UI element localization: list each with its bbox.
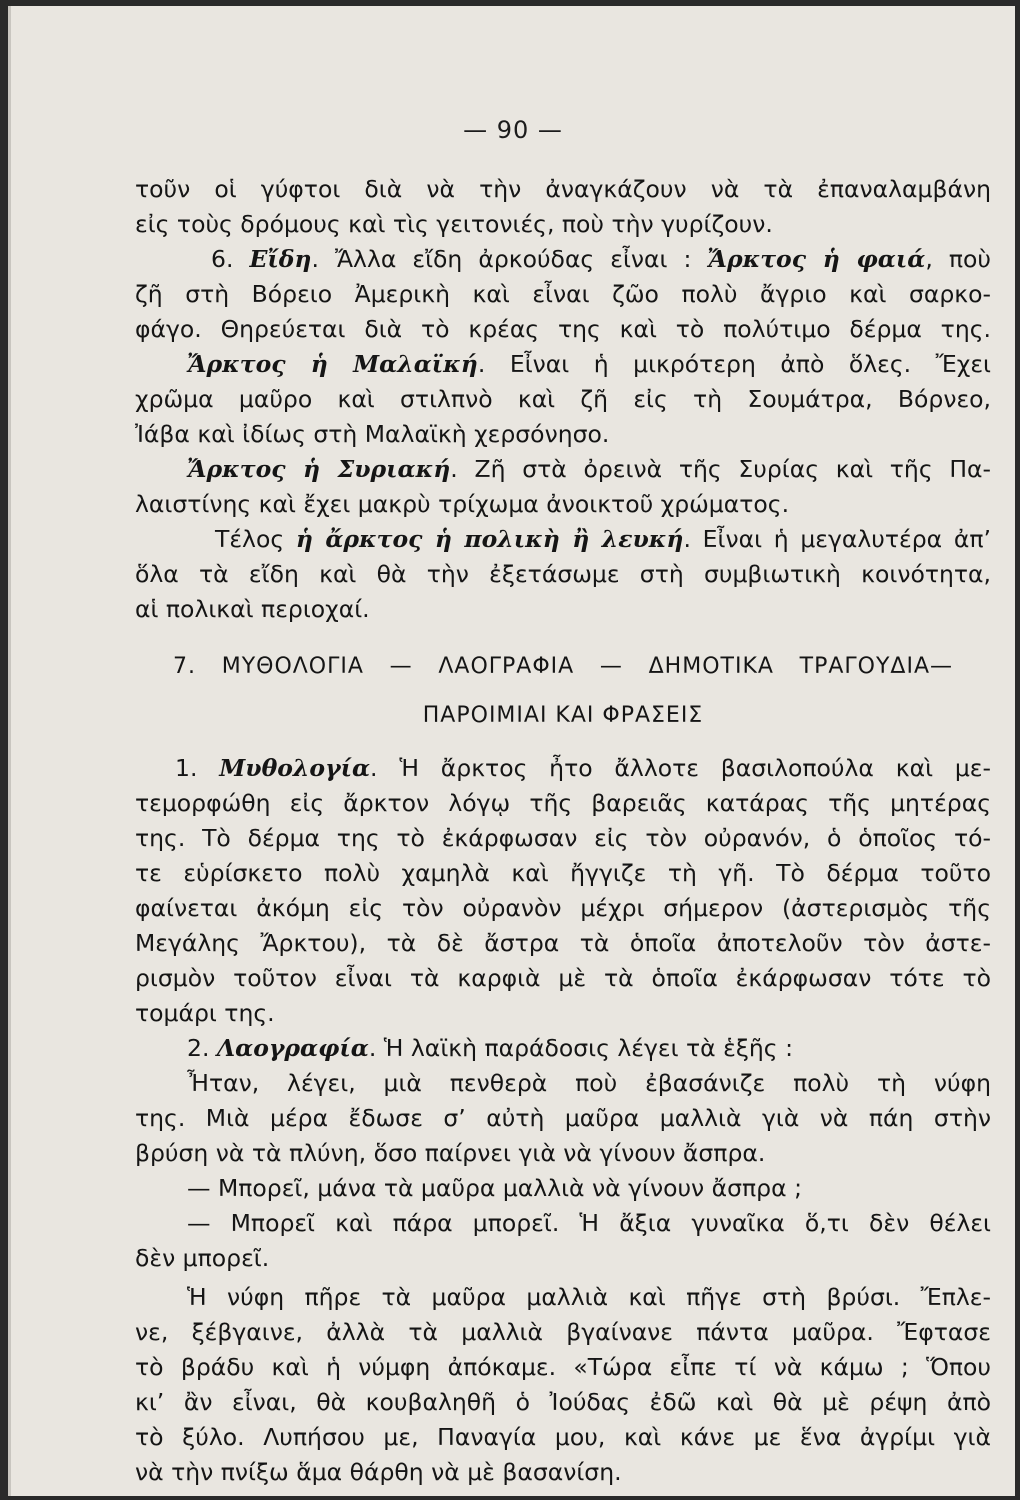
- text-line: εἰς τοὺς δρόμους καὶ τὶς γειτονιές, ποὺ τὴν γυρίζουν.: [135, 210, 773, 238]
- section-number: 6.: [211, 245, 250, 273]
- text-line: λαιστίνης καὶ ἔχει μακρὺ τρίχωμα ἀνοικτοῦ χρώματος.: [135, 490, 790, 518]
- text-line: αἱ πολικαὶ περιοχαί.: [135, 595, 370, 623]
- text-span: Τέλος: [215, 525, 296, 553]
- text-line: τομάρι της.: [135, 999, 275, 1027]
- text-line: Ἦταν, λέγει, μιὰ πενθερὰ ποὺ ἐβασάνιζε πολὺ τὴ νύφη: [187, 1069, 991, 1097]
- text-line: της. Τὸ δέρμα της τὸ ἐκάρφωσαν εἰς τὸν οὐρανόν, ὁ ὁποῖος τό-: [135, 824, 991, 852]
- book-page: [8, 6, 1015, 1496]
- text-line: ὅλα τὰ εἴδη καὶ θὰ τὴν ἐξετάσωμε στὴ συμβιωτικὴ κοινότητα,: [135, 560, 991, 588]
- section-title: Λαογραφία: [216, 1034, 369, 1062]
- text-line: Ἡ νύφη πῆρε τὰ μαῦρα μαλλιὰ καὶ πῆγε στὴ βρύσι. Ἔπλε-: [187, 1283, 991, 1311]
- text-line: φαίνεται ἀκόμη εἰς τὸν οὐρανὸν μέχρι σήμερον (ἀστερισμὸς τῆς: [135, 894, 991, 922]
- text-line: κι’ ἂν εἶναι, θὰ κουβαληθῆ ὁ Ἰούδας ἐδῶ καὶ θὰ μὲ ρέψη ἀπὸ: [135, 1388, 991, 1416]
- body-text: [135, 172, 991, 1490]
- dialogue-line: — Μπορεῖ καὶ πάρα μπορεῖ. Ἡ ἄξια γυναῖκα ὅ,τι δὲν θέλει: [187, 1209, 991, 1237]
- text-line: [135, 751, 991, 786]
- text-span: . Ἄλλα εἴδη ἀρκούδας εἶναι :: [311, 245, 708, 273]
- chapter-heading: 7. ΜΥΘΟΛΟΓΙΑ — ΛΑΟΓΡΑΦΙΑ — ΔΗΜΟΤΙΚΑ ΤΡΑΓΟΥΔΙΑ—: [173, 654, 953, 679]
- text-line: βρύση νὰ τὰ πλύνη, ὅσο παίρνει γιὰ νὰ γίνουν ἄσπρα.: [135, 1139, 766, 1167]
- text-line: [135, 522, 991, 557]
- text-line: Ἰάβα καὶ ἰδίως στὴ Μαλαϊκὴ χερσόνησο.: [135, 420, 610, 448]
- text-line: ζῆ στὴ Βόρειο Ἀμερικὴ καὶ εἶναι ζῶο πολὺ ἄγριο καὶ σαρκο-: [135, 280, 991, 308]
- text-span: , ποὺ: [925, 245, 991, 273]
- species-name: Ἄρκτος ἡ Μαλαϊκή: [187, 350, 478, 378]
- text-line: νε, ξέβγαινε, ἀλλὰ τὰ μαλλιὰ βγαίνανε πάντα μαῦρα. Ἔφτασε: [135, 1318, 991, 1346]
- section-title: Εἴδη: [249, 245, 312, 273]
- text-line: Μεγάλης Ἄρκτου), τὰ δὲ ἄστρα τὰ ὁποῖα ἀποτελοῦν τὸν ἀστε-: [135, 929, 991, 957]
- section-number: 1.: [175, 754, 220, 782]
- text-span: . Ἡ ἄρκτος ἦτο ἄλλοτε βασιλοπούλα καὶ με-: [370, 754, 991, 782]
- text-span: . Ἡ λαϊκὴ παράδοσις λέγει τὰ ἑξῆς :: [368, 1034, 793, 1062]
- text-line: φάγο. Θηρεύεται διὰ τὸ κρέας της καὶ τὸ πολύτιμο δέρμα της.: [135, 315, 991, 343]
- text-line: ρισμὸν τοῦτον εἶναι τὰ καρφιὰ μὲ τὰ ὁποῖα ἐκάρφωσαν τότε τὸ: [135, 964, 991, 992]
- text-line: της. Μιὰ μέρα ἔδωσε σ’ αὐτὴ μαῦρα μαλλιὰ γιὰ νὰ πάη στὴν: [135, 1104, 991, 1132]
- chapter-subheading: ΠΑΡΟΙΜΙΑΙ ΚΑΙ ΦΡΑΣΕΙΣ: [422, 703, 704, 728]
- species-name: Ἄρκτος ἡ φαιά: [707, 245, 926, 273]
- section-number: 2.: [187, 1034, 217, 1062]
- text-line: [135, 347, 991, 382]
- text-span: . Εἶναι ἡ μικρότερη ἀπὸ ὅλες. Ἔχει: [477, 350, 991, 378]
- page-number: — 90 —: [463, 116, 563, 144]
- text-line: τεμορφώθη εἰς ἄρκτον λόγῳ τῆς βαρειᾶς κατάρας τῆς μητέρας: [135, 789, 991, 817]
- species-name: Ἄρκτος ἡ Συριακή: [187, 455, 451, 483]
- text-line: [135, 242, 991, 277]
- text-line: τοῦν οἱ γύφτοι διὰ νὰ τὴν ἀναγκάζουν νὰ τὰ ἐπαναλαμβάνη: [135, 175, 991, 203]
- text-span: . Εἶναι ἡ μεγαλυτέρα ἀπ’: [683, 525, 991, 553]
- text-line: [135, 452, 991, 487]
- section-title: Μυθολογία: [219, 754, 371, 782]
- text-span: . Ζῆ στὰ ὀρεινὰ τῆς Συρίας καὶ τῆς Πα-: [450, 455, 991, 483]
- text-line: δὲν μπορεῖ.: [135, 1244, 270, 1272]
- dialogue-line: — Μπορεῖ, μάνα τὰ μαῦρα μαλλιὰ νὰ γίνουν ἄσπρα ;: [187, 1174, 802, 1202]
- text-line: τὸ βράδυ καὶ ἡ νύμφη ἀπόκαμε. «Τώρα εἶπε τί νὰ κάμω ; Ὅπου: [135, 1353, 991, 1381]
- text-line: [135, 1031, 991, 1066]
- text-line: τε εὑρίσκετο πολὺ χαμηλὰ καὶ ἤγγιζε τὴ γῆ. Τὸ δέρμα τοῦτο: [135, 859, 991, 887]
- species-name: ἡ ἄρκτος ἡ πολικὴ ἢ λευκή: [295, 525, 684, 553]
- text-line: τὸ ξύλο. Λυπήσου με, Παναγία μου, καὶ κάνε με ἕνα ἀγρίμι γιὰ: [135, 1423, 991, 1451]
- text-line: χρῶμα μαῦρο καὶ στιλπνὸ καὶ ζῆ εἰς τὴ Σουμάτρα, Βόρνεο,: [135, 385, 991, 413]
- text-line: νὰ τὴν πνίξω ἅμα θάρθη νὰ μὲ βασανίση.: [135, 1458, 622, 1486]
